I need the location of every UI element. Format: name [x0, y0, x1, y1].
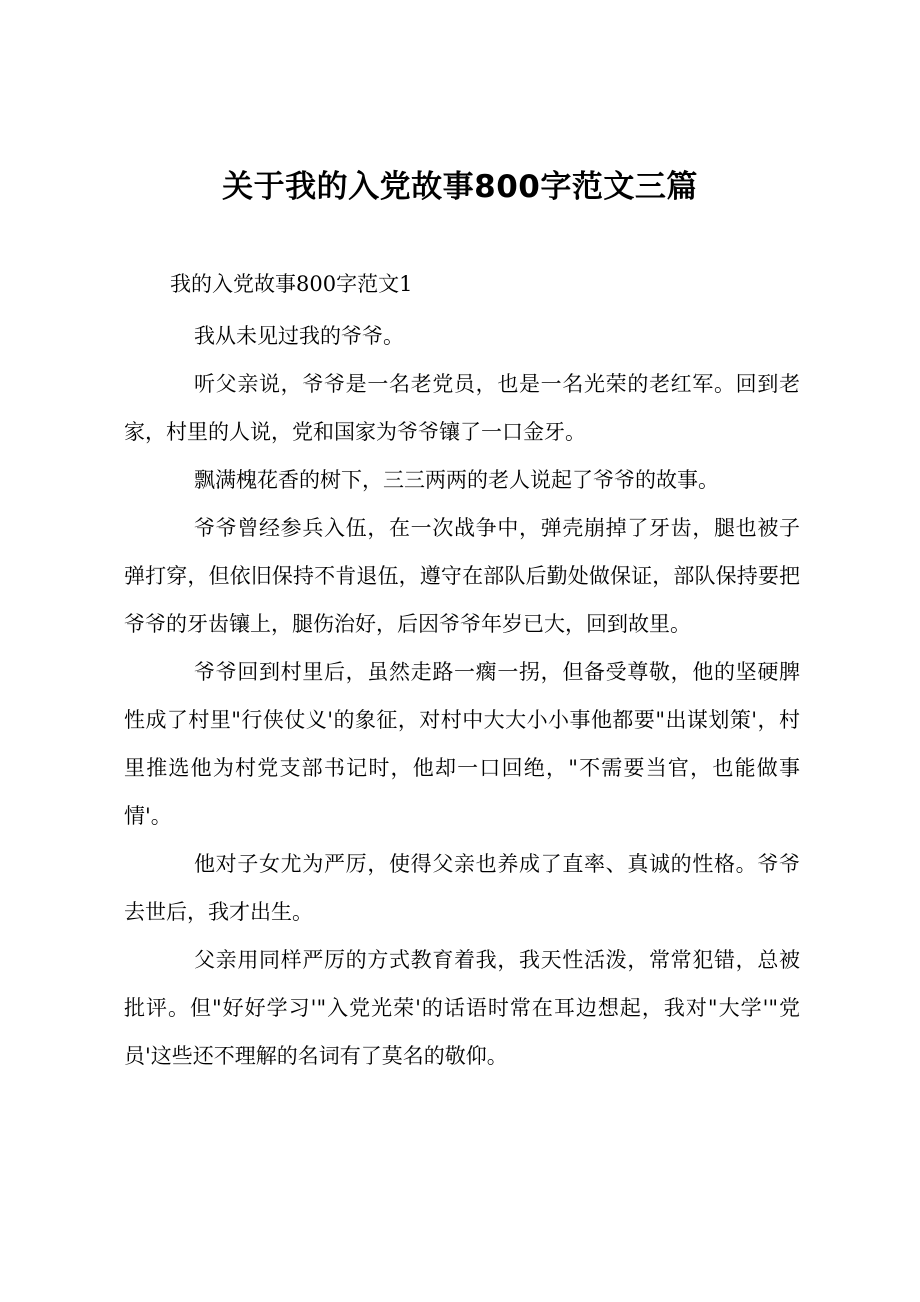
paragraph-2: 听父亲说，爷爷是一名老党员，也是一名光荣的老红军。回到老家，村里的人说，党和国家为爷爷镶了一口金牙。 — [124, 372, 800, 444]
paragraph-6: 他对子女尤为严厉，使得父亲也养成了直率、真诚的性格。爷爷去世后，我才出生。 — [124, 852, 800, 924]
section-heading: 我的入党故事800字范文1 — [170, 272, 413, 296]
paragraph-3: 飘满槐花香的树下，三三两两的老人说起了爷爷的故事。 — [194, 468, 719, 492]
document-title: 关于我的入党故事800字范文三篇 — [222, 169, 698, 205]
paragraph-1: 我从未见过我的爷爷。 — [194, 324, 404, 348]
document-body — [124, 312, 800, 1080]
paragraph-7: 父亲用同样严厉的方式教育着我，我天性活泼，常常犯错，总被批评。但"好好学习'"入党光荣'的话语时常在耳边想起，我对"大学'"党员'这些还不理解的名词有了莫名的敬仰。 — [124, 948, 800, 1068]
paragraph-4: 爷爷曾经参兵入伍，在一次战争中，弹壳崩掉了牙齿，腿也被子弹打穿，但依旧保持不肯退伍，遵守在部队后勤处做保证，部队保持要把爷爷的牙齿镶上，腿伤治好，后因爷爷年岁已大，回到故里。 — [124, 516, 800, 636]
paragraph-5: 爷爷回到村里后，虽然走路一瘸一拐，但备受尊敬，他的坚硬脾性成了村里"行侠仗义'的象征，对村中大大小小事他都要"出谋划策'，村里推选他为村党支部书记时，他却一口回绝，"不需要当官，也能做事情'。 — [124, 660, 800, 828]
